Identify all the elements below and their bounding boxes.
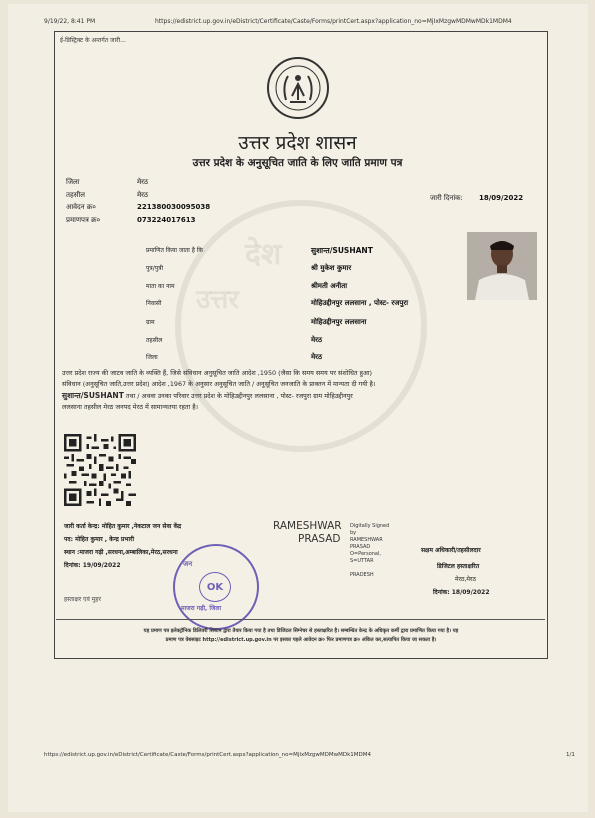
issuer-date: दिनांक: 19/09/2022	[64, 562, 121, 569]
certificate-no-label: प्रमाणपत्र क्र०	[66, 216, 101, 224]
body-line-4: ललसाना तहसील मेरठ जनपद मेरठ में सामान्यतया रहता है।	[62, 403, 199, 411]
ds-line-3: RAMESHWAR	[350, 537, 383, 543]
print-footer-url: https://edistrict.up.gov.in/eDistrict/Certificate/Caste/Forms/printCert.aspx?application_no=MjIxMzgwMDMwMDk1MDM4	[44, 752, 371, 758]
watermark-text: देश	[245, 237, 282, 272]
detail-value-father: श्री मुकेश कुमार	[311, 264, 352, 272]
certificate-body	[62, 368, 542, 413]
issuer-kendra: जारी कर्ता केन्द्र: मोहित कुमार ,नेकटाल जन सेवा केंद्र	[64, 523, 182, 530]
body-line-2: संविधान (अनुसूचित जाति,उत्तर प्रदेश) आदेश ,1967 के अनुसार अनुसूचित जाति / अनुसूचित जनजाति के प्राक्तन में मान्यता दी गयी है।	[62, 380, 376, 388]
body-line-1: उत्तर प्रदेश राज्य की जाटव जाति के व्यक्ति हैं, जिसे संविधान अनुसूचित जाति आदेश ,1950 (जैसा कि समय समय पर संशोधित हुआ)	[62, 369, 372, 377]
application-no-value: 221380030095038	[137, 203, 211, 211]
detail-value-name: सुशान्त/SUSHANT	[311, 246, 373, 255]
body-line-3	[62, 390, 542, 402]
qr-code-icon	[64, 434, 136, 506]
digital-signature-detail	[350, 523, 389, 579]
issuer-place: स्थान :माजरा गढ़ी ,सरधना,अम्बालिका,मेरठ,सरधना	[64, 549, 178, 556]
digital-signer-name-1: RAMESHWAR	[273, 520, 342, 532]
applicant-photo	[467, 232, 537, 300]
ds-line-2: by	[350, 530, 357, 536]
print-datetime: 9/19/22, 8:41 PM	[44, 18, 96, 25]
print-url: https://edistrict.up.gov.in/eDistrict/Certificate/Caste/Forms/printCert.aspx?application_no=MjIxMzgwMDMwMDk1MDM4	[155, 18, 512, 25]
issue-date-value: 18/09/2022	[479, 194, 524, 202]
ds-line-6: S=UTTAR	[350, 558, 374, 564]
detail-label-village: ग्राम	[146, 319, 155, 326]
official-stamp	[173, 544, 259, 630]
verification-note-line-2: प्रमाण पत्र वेबसाइट http://edistrict.up.gov.in पर इसका पहले आवेदन क्र० फिर प्रमाणपत्र क्र० अंकित कर,सत्यापित किया जा सकता है।	[165, 636, 437, 643]
digital-signer-name-2: PRASAD	[298, 533, 341, 545]
district-value: मेरठ	[137, 178, 149, 186]
issued-under-note: ई-डिस्ट्रिक्ट के अन्तर्गत जारी...	[60, 37, 126, 44]
ds-line-8: PRADESH	[350, 572, 374, 578]
ds-line-7	[350, 565, 389, 572]
issuer-post: पद: मोहित कुमार , केन्द्र प्रभारी	[64, 536, 135, 543]
ds-line-1: Digitally Signed	[350, 523, 390, 529]
issue-date-label: जारी दिनांक:	[430, 194, 463, 202]
application-no-label: आवेदन क्र०	[66, 203, 96, 211]
detail-value-mother: श्रीमती अनीता	[311, 282, 348, 290]
stamp-top-text: जन	[183, 560, 193, 568]
authority-title: सक्षम अधिकारी/तहसीलदार	[421, 547, 481, 554]
district-label: जिला	[66, 178, 80, 186]
verification-note-line-1: यह प्रमाण पत्र इलेक्ट्रॉनिक डिलिवरी सिस्टम द्वारा तैयार किया गया है तथा डिजिटल सिग्नेचर से हस्ताक्षरित है। सम्बन्धित केन्द्र के अधिकृत कर्मी द्वारा प्रमाणित किया गया है। यह	[143, 628, 459, 634]
authority-date: दिनांक: 18/09/2022	[433, 589, 490, 596]
detail-value-tehsil: मेरठ	[311, 336, 323, 344]
footer-divider	[56, 619, 545, 620]
detail-label-tehsil: तहसील	[146, 337, 163, 344]
body-line-3-name: सुशान्त/SUSHANT	[62, 391, 124, 400]
detail-label-district: जिला	[146, 354, 158, 361]
certificate-no-value: 073224017613	[137, 216, 196, 224]
detail-value-resident: मोहिउद्दीनपुर ललसाना , पोस्ट- रजपुरा	[311, 299, 409, 307]
sign-seal-label: हस्ताक्षर एवं मुहर	[64, 596, 101, 603]
detail-value-district: मेरठ	[311, 353, 323, 361]
certificate-title: उत्तर प्रदेश के अनुसूचित जाति के लिए जाति प्रमाण पत्र	[192, 157, 403, 169]
authority-digital-sign: डिजिटल हस्ताक्षरित	[437, 563, 480, 570]
verification-note	[66, 627, 536, 644]
watermark-text-2: उत्तर	[196, 285, 239, 315]
tehsil-label: तहसील	[66, 191, 85, 199]
ds-line-5: O=Personal,	[350, 551, 381, 557]
ds-line-4: PRASAD	[350, 544, 371, 550]
stamp-signature: OK	[199, 572, 231, 602]
authority-place: मेरठ,मेरठ	[455, 576, 476, 583]
detail-value-village: मोहिउद्दीनपुर ललसाना	[311, 318, 367, 326]
detail-label-resident: निवासी	[146, 300, 162, 307]
body-line-3-rest: तथा / अथवा उनका परिवार उत्तर प्रदेश के मोहिउद्दीनपुर ललसाना , पोस्ट- रजपुरा ग्राम मोहिउद्दीनपुर	[123, 392, 353, 400]
detail-label-mother: माता का नाम	[146, 283, 175, 290]
government-heading: उत्तर प्रदेश शासन	[238, 132, 357, 154]
watermark-emblem	[175, 200, 427, 452]
up-emblem-icon	[266, 56, 330, 120]
detail-label-certify: प्रमाणित किया जाता है कि	[146, 247, 204, 254]
tehsil-value: मेरठ	[137, 191, 149, 199]
stamp-bottom-text: माजरा गढ़ी, जिला	[181, 605, 221, 612]
detail-label-son-of: पुत्र/पुत्री	[146, 265, 164, 272]
print-page-number: 1/1	[566, 752, 575, 758]
